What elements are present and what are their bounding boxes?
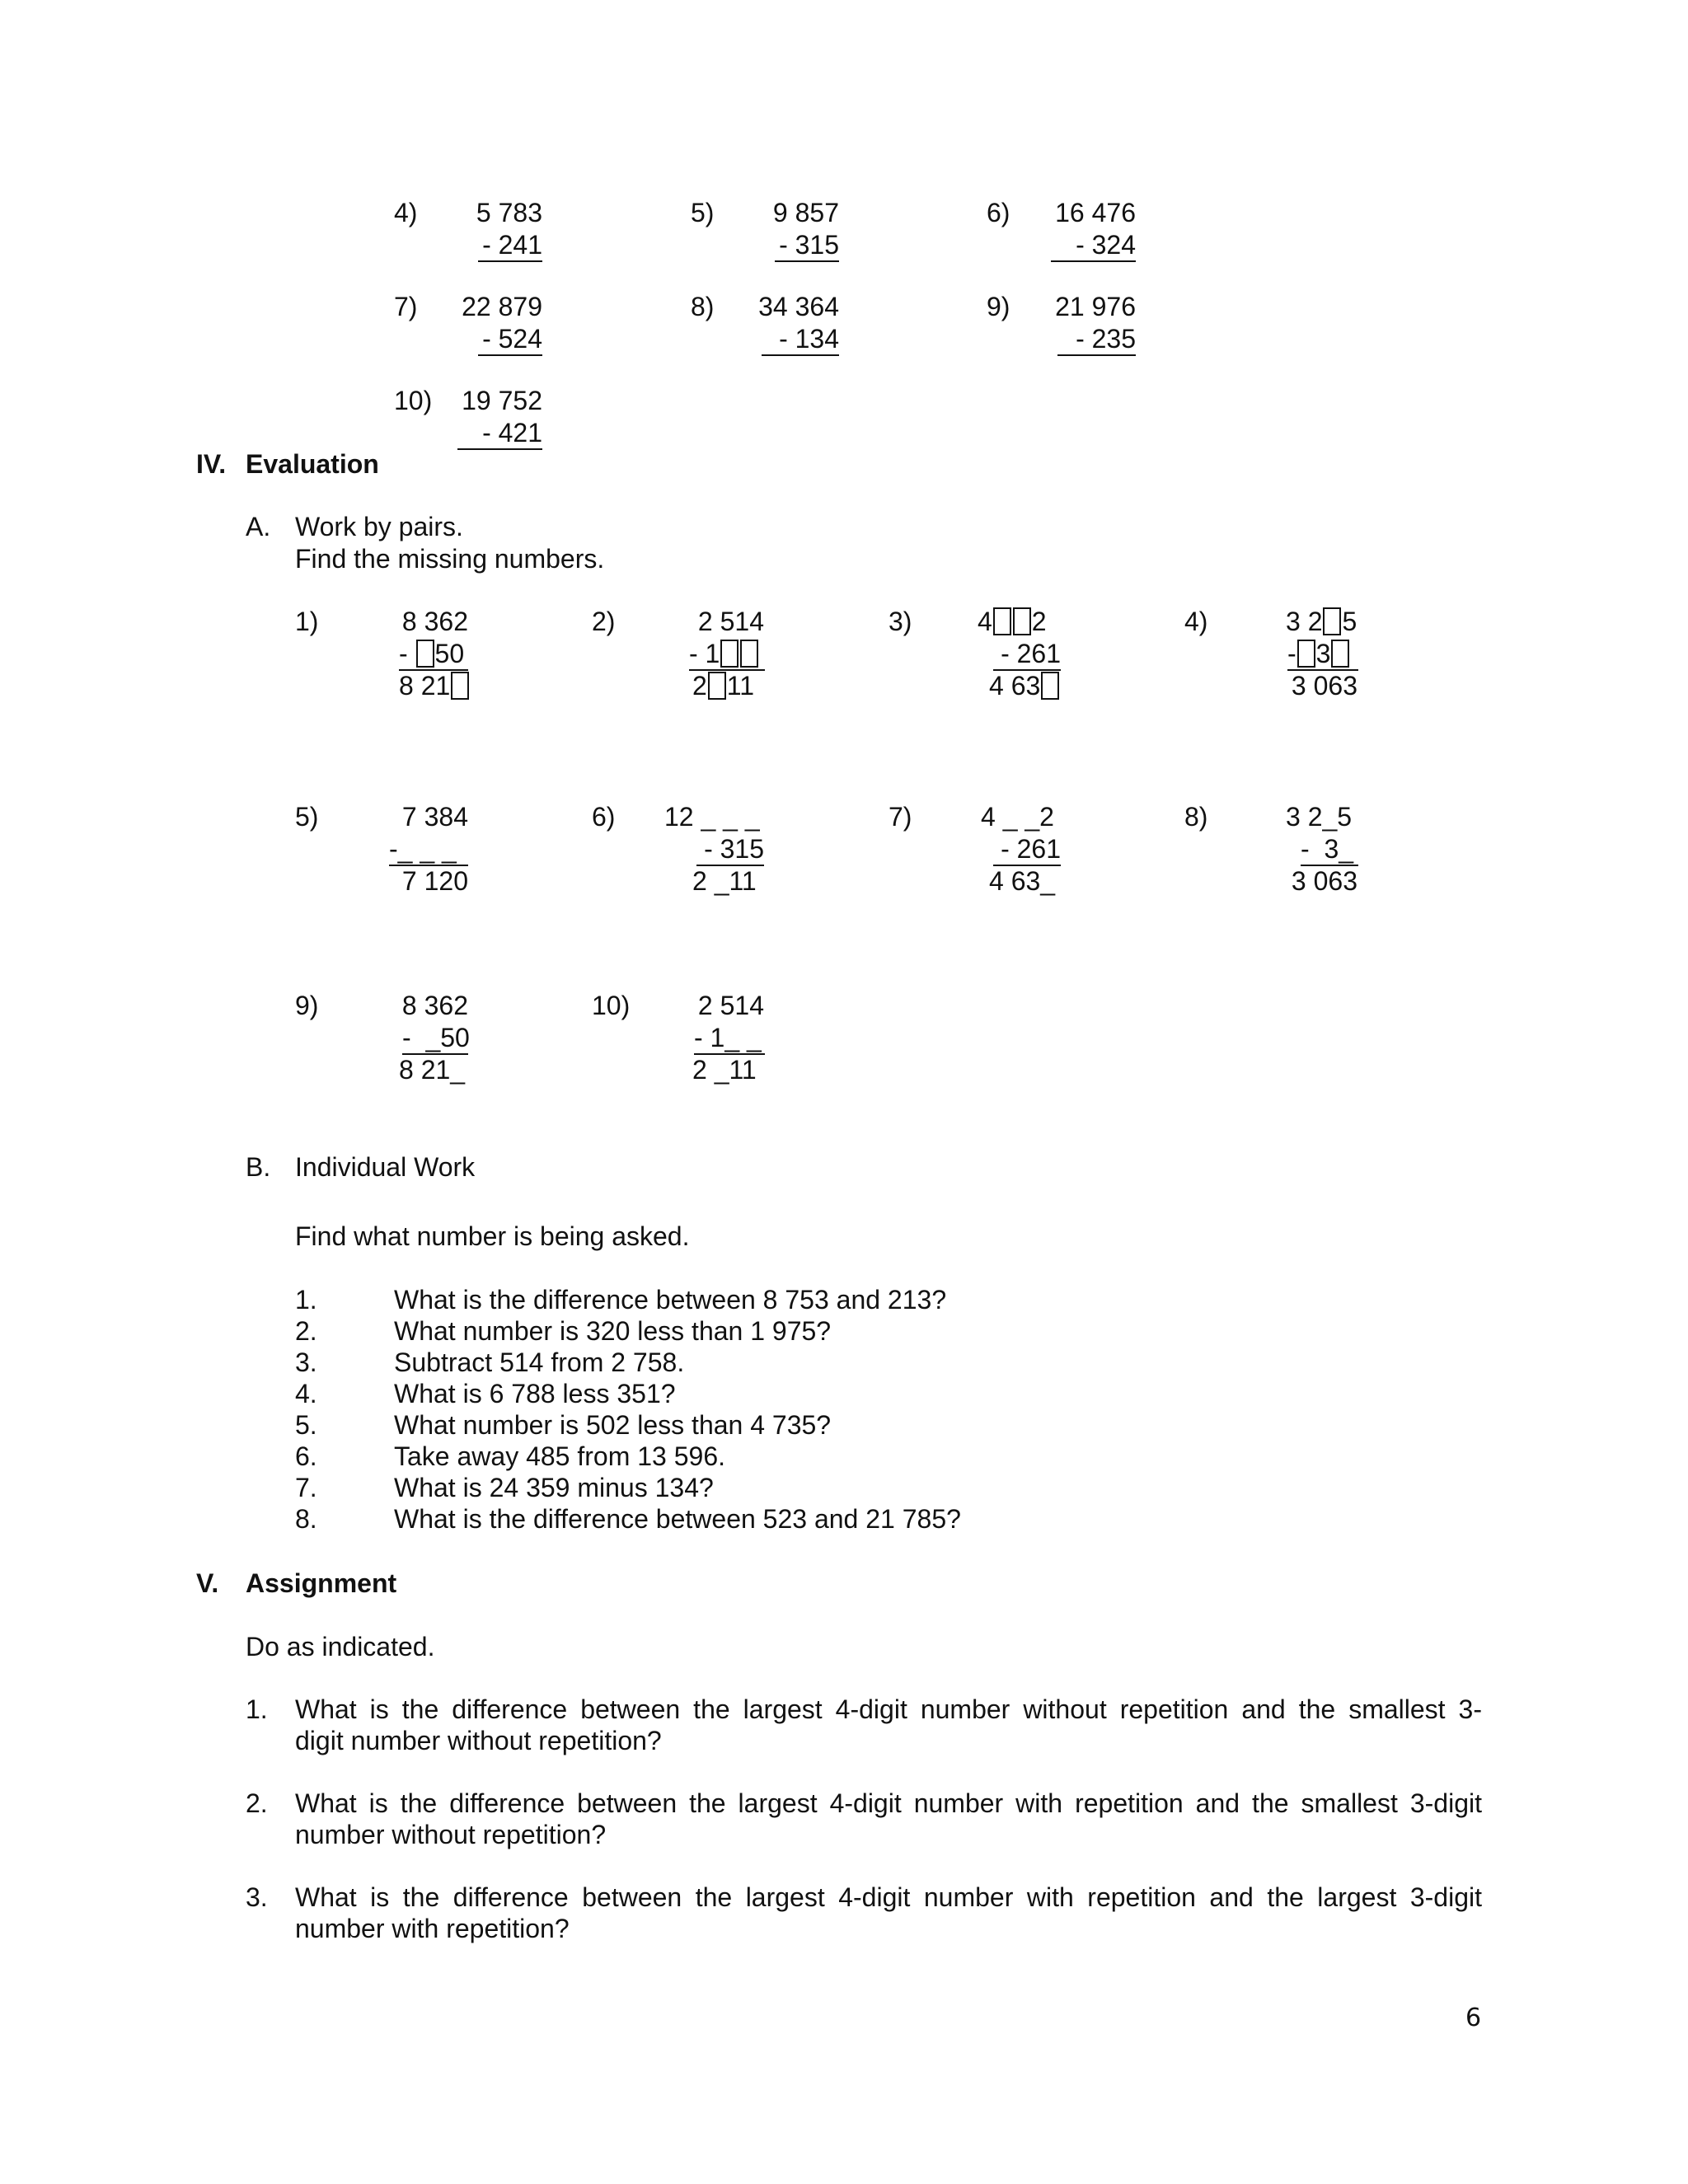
list-item: Take away 485 from 13 596. bbox=[394, 1441, 726, 1471]
digits: 8 21 bbox=[399, 671, 451, 701]
part-letter: B. bbox=[246, 1152, 271, 1182]
problem-subtrahend: - 134 bbox=[762, 323, 839, 356]
problem-row-1: 3 2_5 bbox=[1286, 802, 1353, 832]
problem-row-3: 2 _11 bbox=[692, 866, 757, 896]
list-number: 1. bbox=[246, 1694, 268, 1724]
list-item-line: What is the difference between the largest 4-digit number with repetition and the largest 3-digit bbox=[295, 1882, 1482, 1912]
section-numeral: V. bbox=[196, 1568, 219, 1598]
list-number: 5. bbox=[295, 1410, 317, 1440]
problem-label: 7) bbox=[889, 802, 912, 832]
list-item-line: digit number without repetition? bbox=[295, 1726, 662, 1755]
problem-row-3: 3 063 bbox=[1291, 866, 1357, 896]
minus-sign: - bbox=[399, 639, 415, 668]
problem-subtrahend: - 324 bbox=[1051, 229, 1136, 262]
list-number: 4. bbox=[295, 1379, 317, 1408]
list-number: 3. bbox=[295, 1347, 317, 1377]
blank-box[interactable] bbox=[1297, 640, 1315, 668]
list-item: What number is 320 less than 1 975? bbox=[394, 1316, 832, 1346]
problem-label: 1) bbox=[295, 607, 319, 636]
blank-box[interactable] bbox=[1041, 672, 1059, 700]
problem-row-2: - 261 bbox=[993, 638, 1061, 671]
problem-row-1 bbox=[1286, 606, 1357, 637]
problem-row-1: 7 384 bbox=[401, 802, 468, 832]
blank-box[interactable] bbox=[1331, 640, 1349, 668]
blank-box[interactable] bbox=[416, 640, 434, 668]
problem-label: 9) bbox=[295, 991, 319, 1020]
problem-row-2 bbox=[1287, 638, 1358, 671]
problem-subtrahend: - 315 bbox=[775, 229, 839, 262]
problem-row-1 bbox=[978, 606, 1047, 637]
digits: 4 bbox=[978, 607, 992, 636]
list-item: Subtract 514 from 2 758. bbox=[394, 1347, 685, 1377]
digits: 2 bbox=[692, 671, 707, 701]
list-item: What is the difference between 523 and 21 785? bbox=[394, 1504, 961, 1534]
digits: 50 bbox=[434, 639, 465, 668]
problem-row-3: 8 21_ bbox=[399, 1055, 466, 1085]
list-number: 3. bbox=[246, 1882, 268, 1912]
blank-box[interactable] bbox=[1323, 607, 1341, 635]
section-instruction: Do as indicated. bbox=[246, 1632, 435, 1661]
problem-row-3: 7 120 bbox=[401, 866, 468, 896]
blank-box[interactable] bbox=[451, 672, 469, 700]
part-letter: A. bbox=[246, 512, 271, 541]
list-item-line: number without repetition? bbox=[295, 1820, 607, 1849]
list-item-line: What is the difference between the largest 4-digit number without repetition and the smallest 3- bbox=[295, 1694, 1482, 1724]
problem-label: 10) bbox=[592, 991, 631, 1020]
list-number: 7. bbox=[295, 1473, 317, 1502]
problem-row-2 bbox=[399, 638, 468, 671]
problem-label: 2) bbox=[592, 607, 616, 636]
section-title: Assignment bbox=[246, 1568, 397, 1598]
problem-label: 3) bbox=[889, 607, 912, 636]
list-number: 1. bbox=[295, 1285, 317, 1315]
problem-subtrahend: - 241 bbox=[478, 229, 542, 262]
list-item: What number is 502 less than 4 735? bbox=[394, 1410, 832, 1440]
problem-minuend: 9 857 bbox=[772, 198, 839, 227]
problem-row-3 bbox=[692, 670, 754, 701]
problem-row-1: 8 362 bbox=[401, 991, 468, 1020]
problem-subtrahend: - 524 bbox=[478, 323, 542, 356]
problem-row-2 bbox=[689, 638, 765, 671]
list-item: What is the difference between 8 753 and 213? bbox=[394, 1285, 947, 1315]
problem-minuend: 21 976 bbox=[1055, 292, 1136, 321]
problem-minuend: 5 783 bbox=[476, 198, 542, 227]
blank-box[interactable] bbox=[740, 640, 758, 668]
digits: 3 bbox=[1315, 639, 1331, 668]
list-number: 2. bbox=[295, 1316, 317, 1346]
problem-row-2: - _50 bbox=[402, 1022, 468, 1055]
blank-box[interactable] bbox=[993, 607, 1011, 635]
problem-row-3 bbox=[399, 670, 470, 701]
list-item: What is 24 359 minus 134? bbox=[394, 1473, 714, 1502]
section-numeral: IV. bbox=[196, 449, 227, 479]
problem-row-1: 4 _ _2 bbox=[981, 802, 1054, 832]
problem-row-2: - 261 bbox=[993, 833, 1061, 866]
problem-label: 4) bbox=[1184, 607, 1208, 636]
problem-row-2: - 315 bbox=[696, 833, 764, 866]
blank-box[interactable] bbox=[1013, 607, 1031, 635]
part-instruction: Work by pairs. bbox=[295, 512, 463, 541]
digits: 4 63 bbox=[989, 671, 1041, 701]
blank-box[interactable] bbox=[708, 672, 726, 700]
list-number: 2. bbox=[246, 1788, 268, 1818]
problem-row-3: 3 063 bbox=[1291, 671, 1357, 701]
problem-label: 4) bbox=[394, 198, 418, 227]
digits: 11 bbox=[726, 671, 755, 701]
problem-minuend: 16 476 bbox=[1055, 198, 1136, 227]
list-item-line: number with repetition? bbox=[295, 1914, 570, 1943]
problem-minuend: 22 879 bbox=[462, 292, 542, 321]
problem-row-3: 2 _11 bbox=[692, 1055, 757, 1085]
problem-row-2: -_ _ _ bbox=[389, 833, 468, 866]
part-title: Individual Work bbox=[295, 1152, 476, 1182]
problem-minuend: 19 752 bbox=[462, 386, 542, 415]
list-item: What is 6 788 less 351? bbox=[394, 1379, 676, 1408]
digits: 5 bbox=[1342, 607, 1357, 636]
list-number: 8. bbox=[295, 1504, 317, 1534]
digits: 3 2 bbox=[1286, 607, 1323, 636]
problem-label: 9) bbox=[987, 292, 1010, 321]
problem-label: 8) bbox=[691, 292, 715, 321]
problem-label: 7) bbox=[394, 292, 418, 321]
problem-label: 6) bbox=[592, 802, 616, 832]
problem-row-1: 8 362 bbox=[401, 607, 468, 636]
digits: 2 bbox=[1031, 607, 1047, 636]
problem-label: 8) bbox=[1184, 802, 1208, 832]
problem-subtrahend: - 421 bbox=[457, 417, 542, 450]
page-number: 6 bbox=[1465, 2004, 1482, 2032]
problem-row-3 bbox=[989, 670, 1060, 701]
part-instruction: Find the missing numbers. bbox=[295, 544, 605, 574]
list-item-line: What is the difference between the largest 4-digit number with repetition and the smallest 3-digit bbox=[295, 1788, 1482, 1818]
problem-label: 5) bbox=[295, 802, 319, 832]
problem-subtrahend: - 235 bbox=[1057, 323, 1136, 356]
problem-label: 10) bbox=[394, 386, 433, 415]
problem-label: 5) bbox=[691, 198, 715, 227]
section-title: Evaluation bbox=[246, 449, 379, 479]
minus-sign: - bbox=[1287, 639, 1296, 668]
problem-row-1: 2 514 bbox=[697, 991, 764, 1020]
problem-minuend: 34 364 bbox=[758, 292, 839, 321]
problem-row-3: 4 63_ bbox=[989, 866, 1056, 896]
problem-row-2: - 1_ _ bbox=[694, 1022, 765, 1055]
problem-row-2: - 3_ bbox=[1301, 833, 1358, 866]
list-number: 6. bbox=[295, 1441, 317, 1471]
part-instruction: Find what number is being asked. bbox=[295, 1221, 690, 1251]
blank-box[interactable] bbox=[720, 640, 738, 668]
problem-label: 6) bbox=[987, 198, 1010, 227]
problem-row-1: 2 514 bbox=[697, 607, 764, 636]
digits: - 1 bbox=[689, 639, 720, 668]
problem-row-1: 12 _ _ _ bbox=[664, 802, 760, 832]
